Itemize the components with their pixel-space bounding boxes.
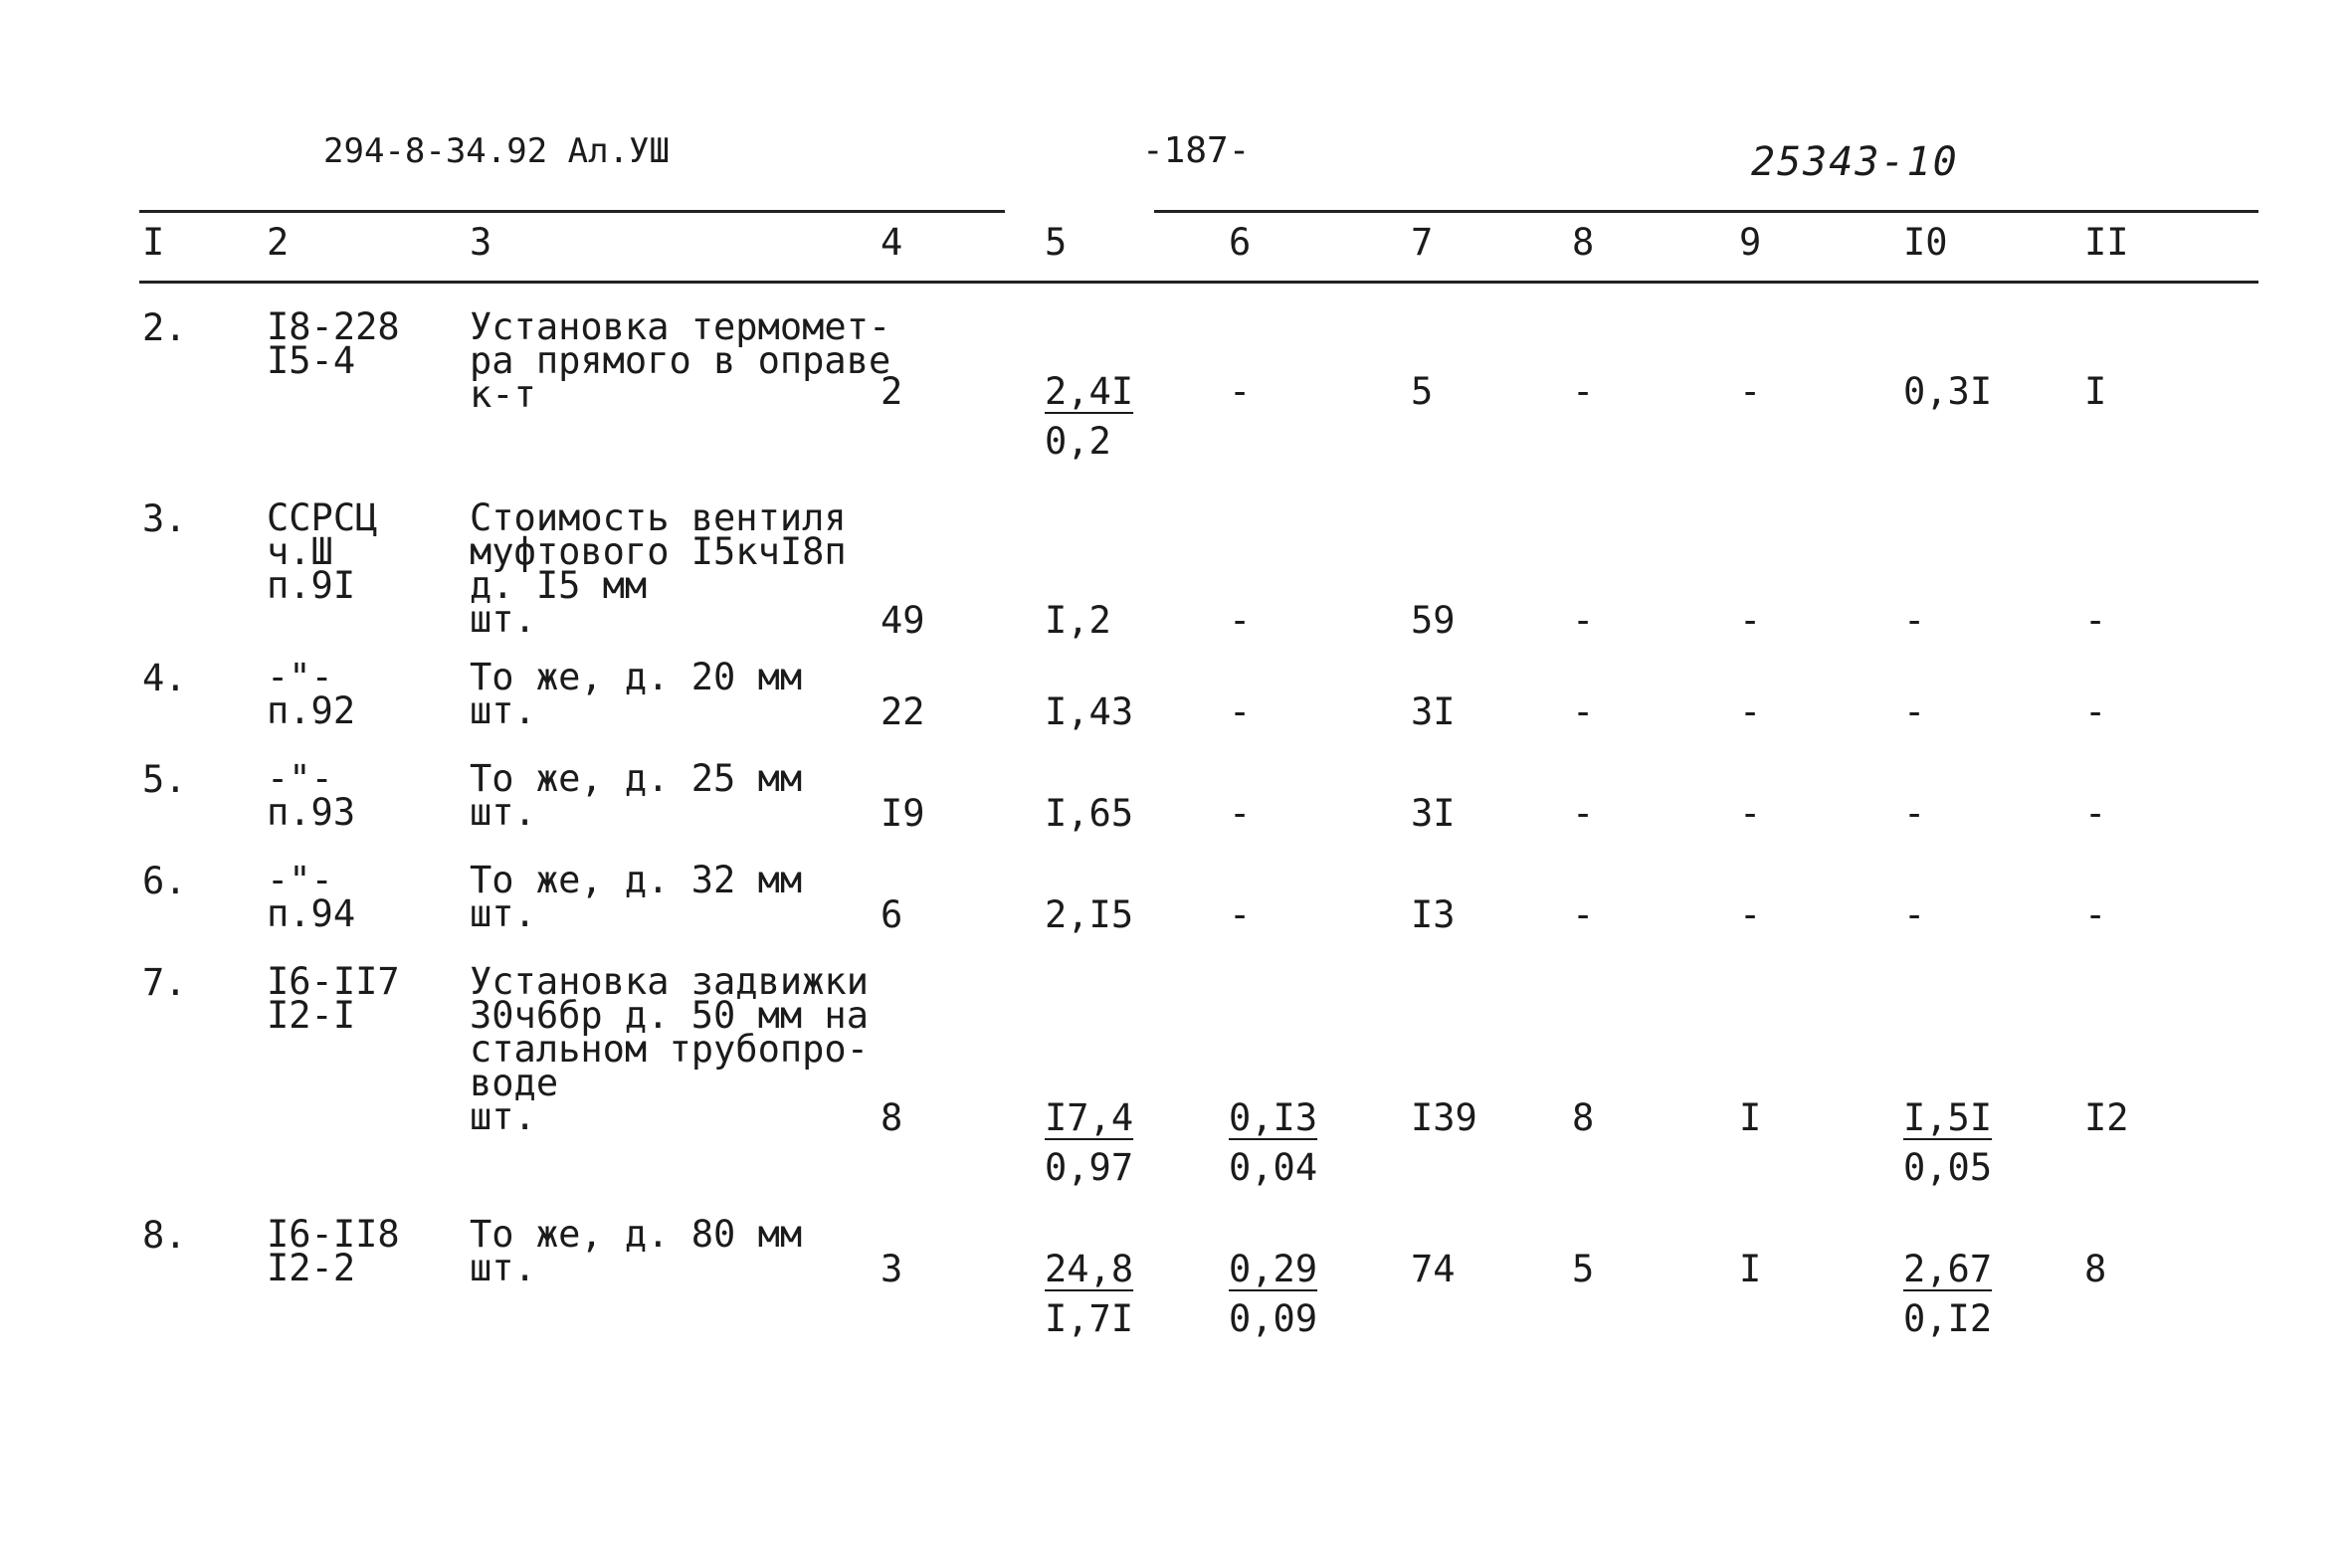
machine-cost-sub-cell: 0,09 (1229, 1297, 1318, 1340)
quantity-cell: 6 (881, 893, 903, 936)
norm-code: I6-II7 I2-I (267, 960, 400, 1037)
column-8-cell: - (1572, 792, 1595, 835)
column-header-2: 2 (267, 221, 290, 264)
total-cost-cell: I39 (1411, 1096, 1477, 1139)
archive-number: 25343-10 (1751, 139, 1959, 185)
quantity-cell: 2 (881, 370, 903, 413)
machine-cost-cell: - (1229, 893, 1252, 936)
row-number: 7. (142, 961, 187, 1004)
unit-cost-cell: I,2 (1045, 599, 1111, 642)
table-top-rule-right (1154, 210, 2258, 213)
labor-cell: - (1903, 599, 1926, 642)
unit-cost-sub-cell: 0,97 (1045, 1146, 1134, 1189)
column-11-cell: I2 (2084, 1096, 2129, 1139)
machine-cost-cell: - (1229, 690, 1252, 733)
column-9-cell: - (1739, 690, 1762, 733)
labor-cell: I,5I (1903, 1096, 1993, 1139)
quantity-cell: 3 (881, 1248, 903, 1290)
column-9-cell: I (1739, 1248, 1762, 1290)
row-number: 6. (142, 860, 187, 902)
work-description: Стоимость вентиля муфтового I5кчI8п д. I5 мм шт. (470, 496, 847, 641)
column-9-cell: - (1739, 893, 1762, 936)
work-description: То же, д. 20 мм шт. (470, 656, 803, 732)
unit-cost-sub-cell: 0,2 (1045, 420, 1111, 463)
header-bottom-rule (139, 281, 2258, 284)
machine-cost-cell: - (1229, 792, 1252, 835)
row-number: 8. (142, 1214, 187, 1257)
machine-cost-sub-cell: 0,04 (1229, 1146, 1318, 1189)
column-11-cell: I (2084, 370, 2107, 413)
labor-cell: 2,67 (1903, 1248, 1993, 1290)
labor-cell: - (1903, 792, 1926, 835)
labor-cell: - (1903, 690, 1926, 733)
labor-cell: - (1903, 893, 1926, 936)
row-number: 5. (142, 758, 187, 801)
document-code: 294-8-34.92 Ал.УШ (323, 131, 670, 171)
unit-cost-cell: 24,8 (1045, 1248, 1134, 1290)
labor-sub-cell: 0,I2 (1903, 1297, 1993, 1340)
work-description: Установка задвижки 30ч6бр д. 50 мм на стальном трубопро- воде шт. (470, 960, 869, 1138)
machine-cost-cell: 0,29 (1229, 1248, 1318, 1290)
column-header-7: 7 (1411, 221, 1434, 264)
quantity-cell: 8 (881, 1096, 903, 1139)
quantity-cell: 49 (881, 599, 925, 642)
quantity-cell: I9 (881, 792, 925, 835)
column-11-cell: - (2084, 792, 2107, 835)
column-11-cell: 8 (2084, 1248, 2107, 1290)
work-description: То же, д. 80 мм шт. (470, 1213, 803, 1289)
norm-code: -"- п.94 (267, 859, 356, 935)
unit-cost-cell: I,43 (1045, 690, 1134, 733)
row-number: 4. (142, 657, 187, 699)
total-cost-cell: 3I (1411, 792, 1456, 835)
column-header-11: II (2084, 221, 2129, 264)
total-cost-cell: 59 (1411, 599, 1456, 642)
column-11-cell: - (2084, 893, 2107, 936)
page-number: -187- (1142, 130, 1251, 171)
row-number: 3. (142, 497, 187, 540)
norm-code: -"- п.93 (267, 757, 356, 834)
column-9-cell: I (1739, 1096, 1762, 1139)
column-header-4: 4 (881, 221, 903, 264)
labor-sub-cell: 0,05 (1903, 1146, 1993, 1189)
column-8-cell: - (1572, 893, 1595, 936)
column-9-cell: - (1739, 370, 1762, 413)
column-header-10: I0 (1903, 221, 1948, 264)
work-description: То же, д. 32 мм шт. (470, 859, 803, 935)
column-8-cell: - (1572, 599, 1595, 642)
norm-code: I6-II8 I2-2 (267, 1213, 400, 1289)
column-9-cell: - (1739, 599, 1762, 642)
unit-cost-cell: I,65 (1045, 792, 1134, 835)
column-8-cell: - (1572, 690, 1595, 733)
table-top-rule-left (139, 210, 1005, 213)
norm-code: I8-228 I5-4 (267, 305, 400, 382)
column-8-cell: - (1572, 370, 1595, 413)
norm-code: ССРСЦ ч.Ш п.9I (267, 496, 378, 607)
quantity-cell: 22 (881, 690, 925, 733)
total-cost-cell: 3I (1411, 690, 1456, 733)
machine-cost-cell: - (1229, 599, 1252, 642)
norm-code: -"- п.92 (267, 656, 356, 732)
column-11-cell: - (2084, 690, 2107, 733)
total-cost-cell: 74 (1411, 1248, 1456, 1290)
unit-cost-sub-cell: I,7I (1045, 1297, 1134, 1340)
row-number: 2. (142, 306, 187, 349)
column-header-1: I (142, 221, 165, 264)
column-header-6: 6 (1229, 221, 1252, 264)
total-cost-cell: 5 (1411, 370, 1434, 413)
machine-cost-cell: - (1229, 370, 1252, 413)
work-description: Установка термомет- ра прямого в оправе к-т (470, 305, 891, 416)
column-header-8: 8 (1572, 221, 1595, 264)
labor-cell: 0,3I (1903, 370, 1993, 413)
column-11-cell: - (2084, 599, 2107, 642)
column-header-3: 3 (470, 221, 492, 264)
column-8-cell: 5 (1572, 1248, 1595, 1290)
machine-cost-cell: 0,I3 (1229, 1096, 1318, 1139)
work-description: То же, д. 25 мм шт. (470, 757, 803, 834)
total-cost-cell: I3 (1411, 893, 1456, 936)
column-header-9: 9 (1739, 221, 1762, 264)
column-9-cell: - (1739, 792, 1762, 835)
unit-cost-cell: I7,4 (1045, 1096, 1134, 1139)
unit-cost-cell: 2,4I (1045, 370, 1134, 413)
column-8-cell: 8 (1572, 1096, 1595, 1139)
unit-cost-cell: 2,I5 (1045, 893, 1134, 936)
column-header-5: 5 (1045, 221, 1068, 264)
